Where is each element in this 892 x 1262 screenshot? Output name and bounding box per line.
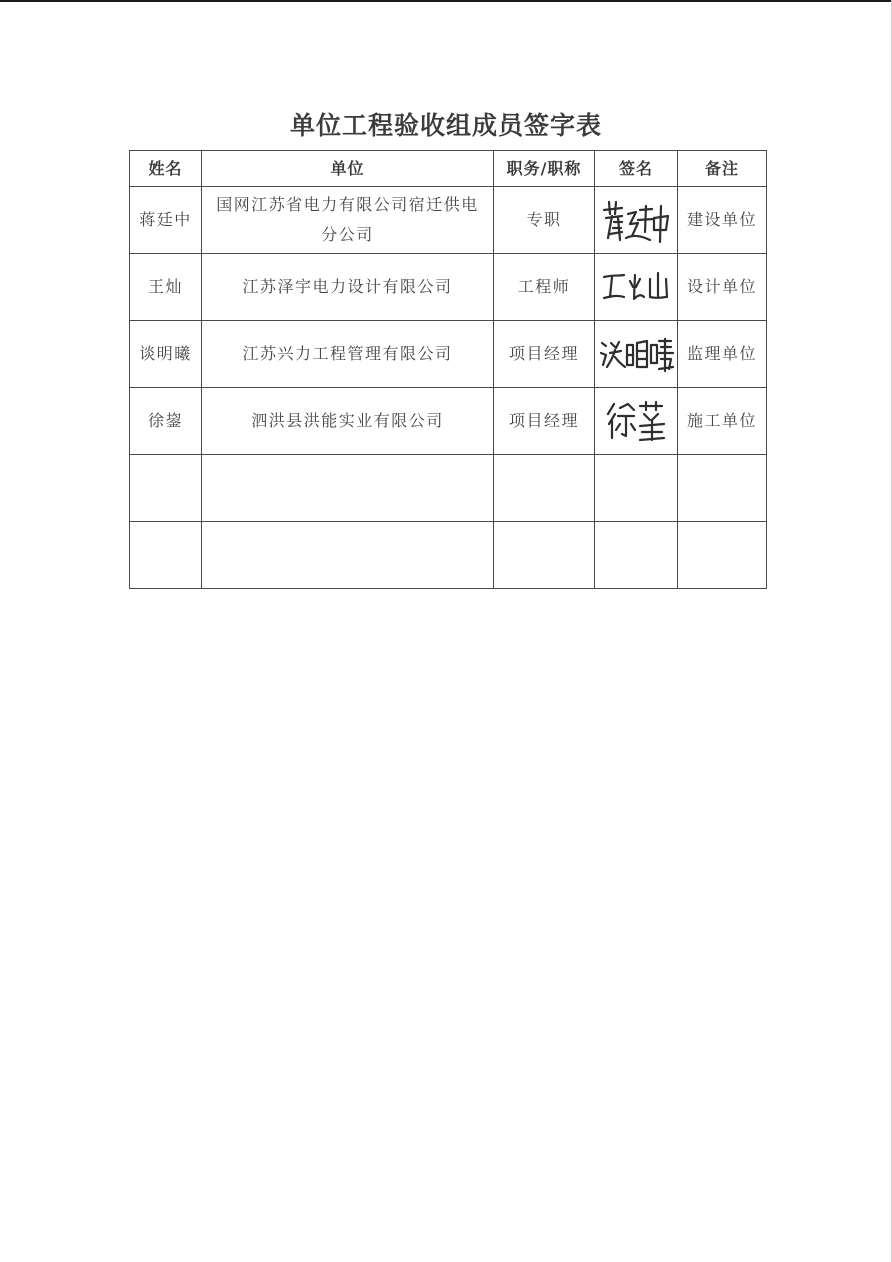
header-position: 职务/职称 [494,151,595,187]
cell-unit: 江苏兴力工程管理有限公司 [202,321,494,388]
cell-name [130,455,202,522]
cell-position: 项目经理 [494,388,595,455]
cell-signature [595,388,678,455]
cell-signature [595,455,678,522]
cell-unit: 泗洪县洪能实业有限公司 [202,388,494,455]
cell-remark: 设计单位 [678,254,767,321]
table-row [130,187,767,254]
cell-signature [595,254,678,321]
table-row [130,321,767,388]
table-row [130,388,767,455]
signature-image [600,267,672,307]
signature-image [604,398,668,444]
cell-name: 徐鋆 [130,388,202,455]
cell-unit [202,455,494,522]
cell-remark: 建设单位 [678,187,767,254]
cell-unit: 国网江苏省电力有限公司宿迁供电分公司 [202,187,494,254]
signature-image [599,333,675,375]
header-remark: 备注 [678,151,767,187]
table-row [130,455,767,522]
table-header-row [130,151,767,187]
cell-position: 工程师 [494,254,595,321]
cell-position: 专职 [494,187,595,254]
header-name: 姓名 [130,151,202,187]
cell-position: 项目经理 [494,321,595,388]
header-signature: 签名 [595,151,678,187]
table-row [130,522,767,589]
page-top-edge [0,0,892,2]
cell-name: 谈明曦 [130,321,202,388]
cell-position [494,455,595,522]
cell-position [494,522,595,589]
cell-remark [678,522,767,589]
signature-image [600,196,672,244]
cell-signature [595,321,678,388]
cell-unit: 江苏泽宇电力设计有限公司 [202,254,494,321]
cell-signature [595,187,678,254]
cell-name [130,522,202,589]
header-unit: 单位 [202,151,494,187]
signature-table [129,150,767,589]
cell-name: 王灿 [130,254,202,321]
table-row [130,254,767,321]
cell-remark: 监理单位 [678,321,767,388]
cell-name: 蒋廷中 [130,187,202,254]
page-title: 单位工程验收组成员签字表 [289,111,602,140]
cell-remark [678,455,767,522]
cell-remark: 施工单位 [678,388,767,455]
cell-signature [595,522,678,589]
cell-unit [202,522,494,589]
